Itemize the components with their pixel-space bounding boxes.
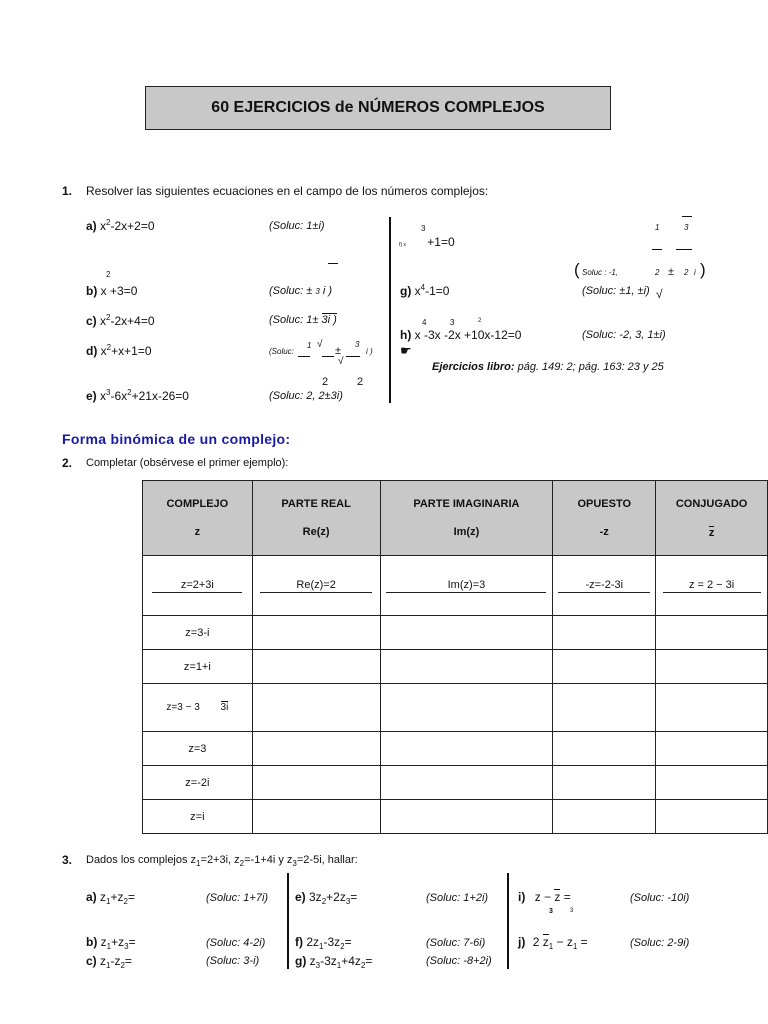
ex1-c-solution: (Soluc: 1± 3i ) [269,314,337,326]
table-cell-empty[interactable] [252,684,380,732]
ex1-h-exp1: 4 [422,318,427,327]
ex1-d-pm: ± [335,345,342,357]
ex1-f-num1: 1 [655,223,660,232]
ex1-f-radical-bar [682,216,692,217]
ex3-b: b) $z_1+z_3=$ [86,935,136,951]
ex1-c: c) $x^2-2x+4=0$ [86,313,155,328]
ex3-divider-1 [287,873,289,969]
table-row [143,650,768,684]
ex1-a: a) $x^2-2x+2=0$ [86,218,155,233]
table-row [143,800,768,834]
ex3-statement: Dados los complejos $z_1=2+3i$, $z_2=-1+4i$ y $z_3=2-5i$, hallar: [86,854,358,868]
table-row [143,732,768,766]
ex1-f-fraction-bar-2 [676,249,692,250]
sqrt-icon-2: √ [338,356,344,367]
ex3-i-sub-2: 3 [570,908,574,914]
ex1-h-solution: (Soluc: -2, 3, 1±i) [582,329,666,341]
table-cell-empty[interactable] [252,650,380,684]
table-cell-empty[interactable] [656,732,768,766]
ex3-a: a) $z_1+z_2=$ [86,890,135,906]
ex1-d-fraction-bar-1 [298,356,310,357]
table-cell-empty[interactable] [656,800,768,834]
table-cell-empty[interactable] [380,800,553,834]
ex1-h-exp2: 3 [450,318,455,327]
table-cell-empty[interactable] [380,616,553,650]
table-cell-empty[interactable] [553,766,656,800]
table-cell-empty[interactable] [553,732,656,766]
ex3-i-sub-1: 3 [549,908,553,915]
table-cell-empty[interactable] [553,650,656,684]
ex2-number: 2. [62,456,73,470]
table-cell-empty[interactable] [252,616,380,650]
table-cell: -z=-2-3i [553,556,656,616]
table-cell-empty[interactable] [656,684,768,732]
page-title: 60 EJERCICIOS de NÚMEROS COMPLEJOS [211,99,545,116]
header-opuesto: OPUESTO -z [553,481,656,556]
ex1-b-solution: (Soluc: ± 3 i ) [269,285,333,297]
ex1-f-fraction-bar-1 [652,249,662,250]
ex3-f: f) $2z_1-3z_2=$ [295,935,352,951]
ex1-g-solution: (Soluc: ±1, ±i) [582,285,650,297]
ex1-f-den1: 2 [655,268,660,277]
table-cell-empty[interactable] [656,616,768,650]
ex1-d-i: i ) [366,347,373,356]
ex1-f-num2: 3 [684,223,689,232]
ex1-statement: Resolver las siguientes ecuaciones en el campo de los números complejos: [86,184,489,198]
table-cell: z=3-i [143,616,253,650]
ex3-i: i) z − z = [518,890,571,904]
ex1-book-refs: Ejercicios libro: pág. 149: 2; pág. 163: 23 y 25 [432,361,664,373]
ex3-c-solution: (Soluc: 3-i) [206,955,260,967]
ex1-d-num1: 1 [307,341,312,350]
ex1-b-radical-bar [328,263,338,264]
table-cell: z=i [143,800,253,834]
ex3-j-solution: (Soluc: 2-9i) [630,937,690,949]
header-complejo: COMPLEJO z [143,481,253,556]
table-cell: z=3 [143,732,253,766]
ex3-number: 3. [62,853,73,867]
ex3-j: j) 2 $z_1 - z_1$ = [518,935,588,951]
title-box [145,86,611,130]
table-cell-empty[interactable] [380,732,553,766]
header-parte-real: PARTE REAL Re(z) [252,481,380,556]
table-cell-empty[interactable] [656,650,768,684]
ex1-d-den1: 2 [322,376,329,388]
ex1-f-open-paren: ( [574,260,580,279]
table-cell-empty[interactable] [380,650,553,684]
header-conjugado: CONJUGADO z [656,481,768,556]
ex3-g-solution: (Soluc: -8+2i) [426,955,492,967]
table-cell: Im(z)=3 [380,556,553,616]
ex1-h: h) x -3x -2x +10x-12=0 [400,328,522,342]
ex1-f-solution: Soluc : -1, [582,268,619,277]
ex3-c: c) $z_1-z_2=$ [86,954,132,970]
table-cell: z=1+i [143,650,253,684]
ex1-column-divider [389,217,391,403]
ex2-statement: Completar (obsérvese el primer ejemplo): [86,457,289,469]
ex1-d-num2: 3 [355,340,360,349]
table-row [143,556,768,616]
table-cell-empty[interactable] [252,800,380,834]
table-cell: z=-2i [143,766,253,800]
ex1-h-exp3: 2 [478,318,482,324]
ex3-a-solution: (Soluc: 1+7i) [206,892,269,904]
table-cell: z=2+3i [143,556,253,616]
ex3-e: e) $3z_2+2z_3=$ [295,890,358,906]
ex3-b-solution: (Soluc: 4-2i) [206,937,266,949]
table-cell: Re(z)=2 [252,556,380,616]
ex3-g: g) $z_3-3z_1+4z_2=$ [295,954,373,970]
ex1-e: e) $x^3-6x^2+21x-26=0$ [86,388,189,403]
table-header-row [143,481,768,556]
ex1-f-i: i [694,268,696,277]
ex1-d-solution-label: (Soluc: [269,347,294,356]
ex1-a-solution: (Soluc: 1±i) [269,220,325,232]
table-row [143,616,768,650]
ex1-f: f) x +1=0 [399,235,455,249]
pointing-hand-icon: ☛ [400,343,412,358]
ex1-number: 1. [62,184,73,198]
ex1-d-den2: 2 [357,376,364,388]
ex3-e-solution: (Soluc: 1+2i) [426,892,489,904]
ex1-e-solution: (Soluc: 2, 2±3i) [269,390,343,402]
ex1-g: g) $x^4-1=0$ [400,283,450,298]
ex1-f-close-paren: ) [700,260,706,279]
ex3-divider-2 [507,873,509,969]
table-cell-empty[interactable] [553,616,656,650]
table-row [143,766,768,800]
ex1-d-fraction-bar-2 [322,356,334,357]
table-cell-empty[interactable] [656,766,768,800]
table-cell-empty[interactable] [380,684,553,732]
section-title: Forma binómica de un complejo: [62,431,291,447]
complex-table [142,480,768,834]
table-cell-empty[interactable] [380,766,553,800]
sqrt-icon: √ [317,339,323,350]
table-cell-empty[interactable] [252,732,380,766]
ex3-i-solution: (Soluc: -10i) [630,892,690,904]
ex1-d-fraction-bar-3 [346,356,360,357]
table-row [143,684,768,732]
ex1-b: b) x +3=0 [86,284,138,298]
ex1-d: d) $x^2+x+1=0$ [86,343,152,358]
sqrt-icon-3: √ [656,287,663,301]
ex1-b-exponent: 2 [106,270,111,279]
table-cell: z = 2 − 3i [656,556,768,616]
table-cell: z=3 − 3 3i [143,684,253,732]
ex1-f-pm: ± [668,266,675,278]
ex1-f-den2: 2 [684,268,689,277]
header-parte-imaginaria: PARTE IMAGINARIA Im(z) [380,481,553,556]
ex3-f-solution: (Soluc: 7-6i) [426,937,486,949]
ex1-f-exponent: 3 [421,224,426,233]
table-cell-empty[interactable] [252,766,380,800]
table-cell-empty[interactable] [553,684,656,732]
table-cell-empty[interactable] [553,800,656,834]
